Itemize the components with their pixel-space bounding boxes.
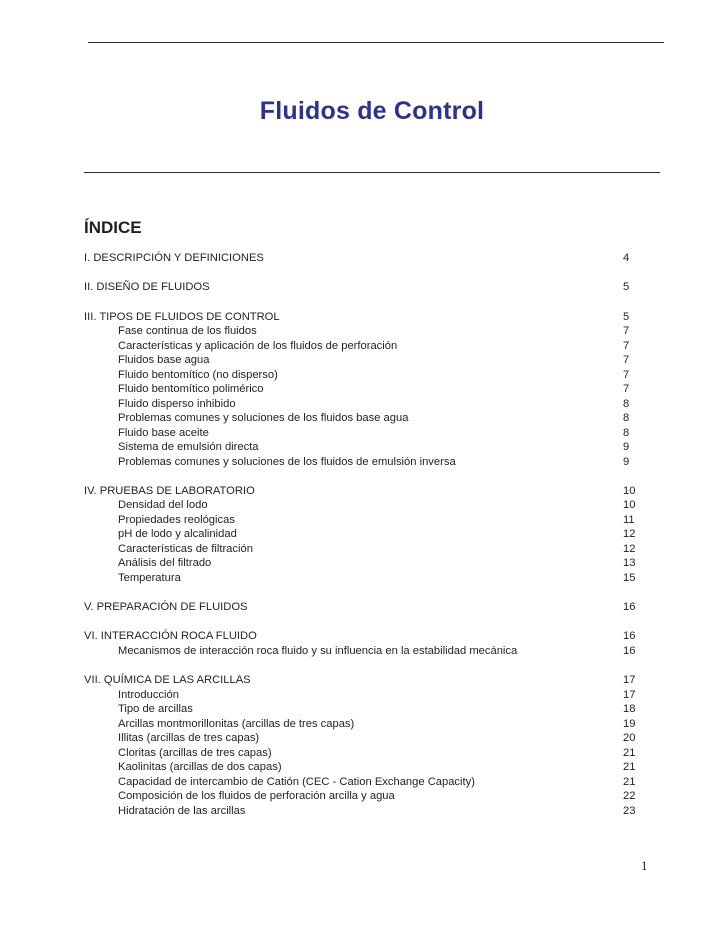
toc-item-row[interactable]	[84, 498, 644, 513]
page-title: Fluidos de Control	[259, 97, 485, 125]
toc-item-page: 18	[623, 703, 636, 716]
toc-item-title: Fluido base aceite	[118, 426, 209, 439]
page-number: 1	[641, 858, 648, 873]
table-of-contents	[84, 251, 644, 833]
toc-section-title: I. DESCRIPCIÓN Y DEFINICIONES	[84, 252, 264, 264]
toc-item-page: 7	[623, 368, 630, 381]
toc-item-page: 10	[623, 499, 636, 512]
toc-item-title: Hidratación de las arcillas	[118, 804, 246, 817]
toc-item-row[interactable]	[84, 746, 644, 761]
toc-section-row[interactable]	[84, 280, 644, 295]
toc-item-title: Kaolinitas (arcillas de dos capas)	[118, 761, 282, 774]
toc-item-row[interactable]	[84, 440, 644, 455]
toc-section	[84, 673, 644, 818]
toc-item-page: 8	[623, 412, 630, 425]
toc-item-row[interactable]	[84, 789, 644, 804]
toc-item-title: Densidad del lodo	[118, 499, 208, 512]
toc-item-row[interactable]	[84, 644, 644, 659]
toc-item-page: 17	[623, 688, 636, 701]
toc-section-title: V. PREPARACIÓN DE FLUIDOS	[84, 601, 248, 614]
toc-item-page: 21	[623, 761, 636, 774]
toc-item-title: Fluido bentomítico (no disperso)	[118, 368, 278, 381]
toc-item-row[interactable]	[84, 339, 644, 354]
toc-item-row[interactable]	[84, 717, 644, 732]
toc-item-row[interactable]	[84, 688, 644, 703]
toc-section	[84, 310, 644, 470]
toc-section-page: 10	[623, 484, 636, 497]
toc-item-page: 20	[623, 732, 636, 745]
toc-section-title: VI. INTERACCIÓN ROCA FLUIDO	[84, 630, 257, 643]
index-heading: ÍNDICE	[84, 218, 142, 237]
toc-section	[84, 629, 644, 658]
toc-item-row[interactable]	[84, 527, 644, 542]
toc-section-row[interactable]	[84, 600, 644, 615]
toc-item-row[interactable]	[84, 542, 644, 557]
toc-item-row[interactable]	[84, 324, 644, 339]
toc-section-page: 16	[623, 630, 636, 643]
toc-section-title: IV. PRUEBAS DE LABORATORIO	[84, 484, 255, 497]
toc-item-title: Temperatura	[118, 571, 181, 584]
title-divider	[84, 172, 660, 173]
toc-item-row[interactable]	[84, 397, 644, 412]
toc-item-page: 15	[623, 571, 636, 584]
top-divider	[88, 42, 664, 43]
toc-section	[84, 484, 644, 586]
toc-item-page: 21	[623, 746, 636, 759]
toc-item-row[interactable]	[84, 368, 644, 383]
toc-item-page: 22	[623, 790, 636, 803]
toc-item-title: Análisis del filtrado	[118, 557, 212, 570]
toc-item-title: Problemas comunes y soluciones de los fluidos de emulsión inversa	[118, 455, 456, 468]
toc-item-title: Mecanismos de interacción roca fluido y su influencia en la estabilidad mecánica	[118, 644, 518, 657]
toc-item-page: 16	[623, 644, 636, 657]
toc-section-page: 5	[623, 281, 630, 294]
toc-item-page: 8	[623, 426, 630, 439]
toc-item-page: 11	[623, 513, 635, 526]
toc-section	[84, 251, 644, 266]
toc-item-title: Illitas (arcillas de tres capas)	[118, 732, 260, 745]
toc-item-title: Características y aplicación de los fluidos de perforación	[118, 339, 398, 352]
toc-item-row[interactable]	[84, 556, 644, 571]
toc-item-row[interactable]	[84, 426, 644, 441]
toc-item-row[interactable]	[84, 804, 644, 819]
toc-item-row[interactable]	[84, 353, 644, 368]
toc-item-row[interactable]	[84, 513, 644, 528]
toc-item-page: 21	[623, 775, 636, 788]
toc-item-page: 12	[623, 528, 636, 541]
toc-item-page: 13	[623, 557, 636, 570]
toc-section-title: VII. QUÍMICA DE LAS ARCILLAS	[84, 674, 251, 687]
toc-item-title: Sistema de emulsión directa	[118, 441, 259, 454]
toc-section-page: 4	[623, 252, 630, 264]
toc-item-page: 7	[623, 325, 630, 338]
toc-section	[84, 600, 644, 615]
toc-section-page: 5	[623, 310, 630, 323]
toc-item-title: pH de lodo y alcalinidad	[118, 528, 237, 541]
toc-item-title: Características de filtración	[118, 542, 253, 555]
toc-section-row[interactable]	[84, 484, 644, 499]
toc-item-page: 7	[623, 339, 630, 352]
toc-item-title: Problemas comunes y soluciones de los fluidos base agua	[118, 412, 409, 425]
toc-item-page: 19	[623, 717, 636, 730]
toc-item-title: Composición de los fluidos de perforación arcilla y agua	[118, 790, 395, 803]
toc-section-row[interactable]	[84, 310, 644, 325]
toc-item-row[interactable]	[84, 382, 644, 397]
toc-item-row[interactable]	[84, 702, 644, 717]
toc-section-row[interactable]	[84, 673, 644, 688]
toc-item-page: 9	[623, 441, 630, 454]
toc-section-row[interactable]	[84, 251, 644, 266]
toc-item-row[interactable]	[84, 775, 644, 790]
toc-item-page: 12	[623, 542, 636, 555]
toc-item-title: Introducción	[118, 688, 179, 701]
toc-item-row[interactable]	[84, 731, 644, 746]
toc-item-page: 7	[623, 383, 630, 396]
toc-item-title: Fase continua de los fluidos	[118, 325, 257, 338]
toc-section-page: 16	[623, 601, 636, 614]
toc-item-title: Cloritas (arcillas de tres capas)	[118, 746, 272, 759]
toc-section-title: II. DISEÑO DE FLUIDOS	[84, 281, 210, 294]
toc-item-title: Arcillas montmorillonitas (arcillas de tres capas)	[118, 717, 355, 730]
toc-item-row[interactable]	[84, 571, 644, 586]
toc-item-title: Fluido disperso inhibido	[118, 397, 236, 410]
toc-item-title: Propiedades reológicas	[118, 513, 235, 526]
toc-item-row[interactable]	[84, 455, 644, 470]
toc-item-page: 9	[623, 455, 630, 468]
toc-section-page: 17	[623, 674, 636, 687]
toc-item-title: Fluidos base agua	[118, 354, 210, 367]
toc-item-title: Tipo de arcillas	[118, 703, 193, 716]
toc-item-row[interactable]	[84, 411, 644, 426]
toc-item-page: 8	[623, 397, 630, 410]
toc-item-title: Fluido bentomítico polimérico	[118, 383, 264, 396]
toc-item-row[interactable]	[84, 760, 644, 775]
toc-item-page: 23	[623, 804, 636, 817]
toc-section	[84, 280, 644, 295]
toc-section-title: III. TIPOS DE FLUIDOS DE CONTROL	[84, 310, 280, 323]
toc-item-title: Capacidad de intercambio de Catión (CEC - Cation Exchange Capacity)	[118, 775, 475, 788]
toc-section-row[interactable]	[84, 629, 644, 644]
toc-item-page: 7	[623, 354, 630, 367]
